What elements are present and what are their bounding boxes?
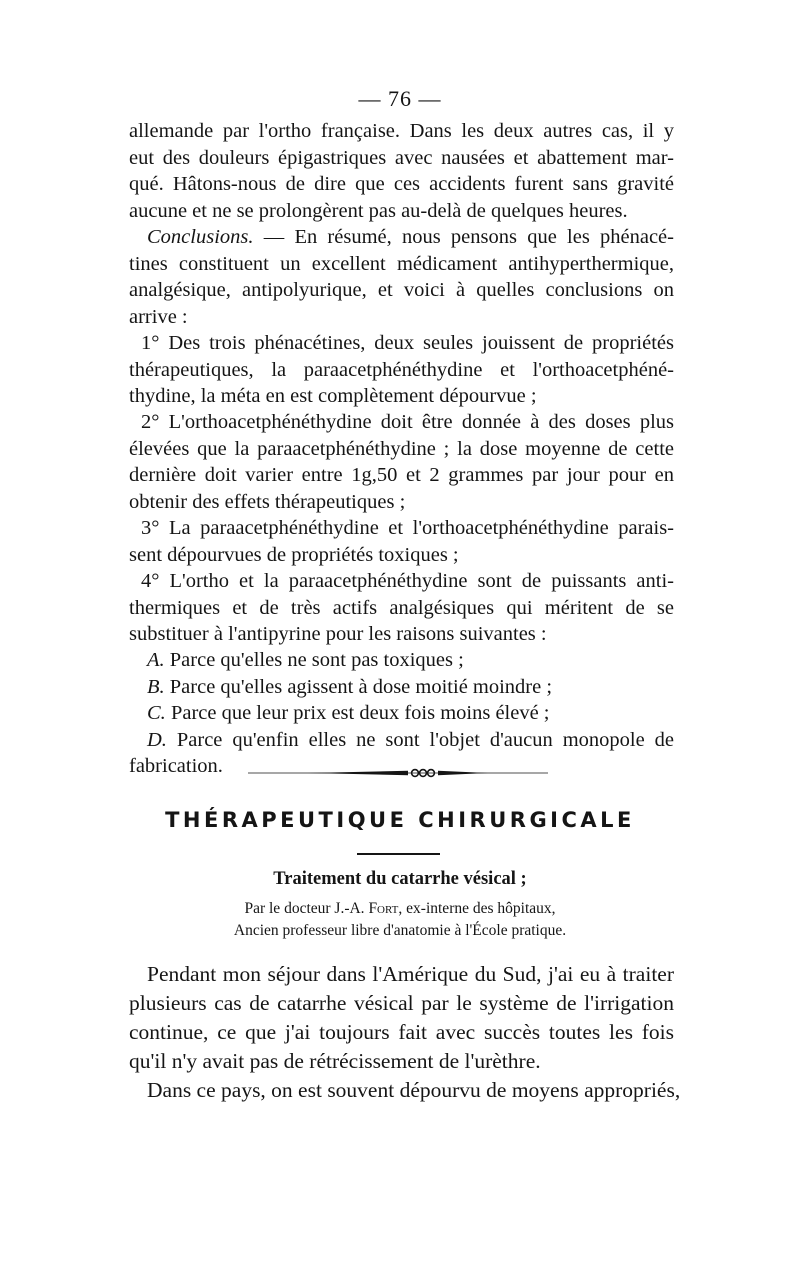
text-line: analgésique, antipolyurique, et voici à quelles conclusions on (129, 279, 674, 301)
reason-d (129, 727, 674, 754)
page-number: — 76 — (358, 86, 442, 111)
reason-text: Parce que leur prix est deux fois moins élevé ; (165, 702, 550, 724)
article-body (129, 960, 681, 1105)
text-line: arrive : (129, 305, 188, 328)
reason-a (129, 647, 674, 674)
reason-b (129, 674, 674, 701)
text-line: 2° L'orthoacetphénéthydine doit être donnée à des doses plus (141, 411, 674, 433)
reason-text: Parce qu'enfin elles ne sont l'objet d'aucun monopole de (166, 728, 674, 751)
text-line: thydine, la méta en est complètement dépourvue ; (129, 385, 537, 407)
text-line: substituer à l'antipyrine pour les raisons suivantes : (129, 623, 547, 645)
text-line: plusieurs cas de catarrhe vésical par le système de l'irrigation (129, 991, 674, 1015)
article-title: Traitement du catarrhe vésical ; (273, 869, 527, 889)
author-byline (0, 900, 800, 918)
reason-text: Parce qu'elles agissent à dose moitié moindre ; (164, 675, 553, 698)
text-line: Pendant mon séjour dans l'Amérique du Sud, j'ai eu à traiter (147, 962, 674, 986)
section-heading: THÉRAPEUTIQUE CHIRURGICALE (165, 808, 635, 832)
reason-letter: B. (147, 675, 165, 698)
reason-c (129, 700, 674, 727)
continuation-paragraph (129, 118, 674, 224)
text-line: allemande par l'ortho française. Dans les deux autres cas, il y (129, 120, 674, 142)
text-line: dernière doit varier entre 1g,50 et 2 grammes par jour pour en (129, 464, 674, 486)
conclusions-text: — En résumé, nous pensons que les phénacé- (253, 226, 674, 248)
text-line: 3° La paraacetphénéthydine et l'orthoacetphénéthydine parais- (141, 517, 674, 539)
text-line: fabrication. (129, 755, 223, 777)
point-3 (129, 515, 674, 568)
byline-suffix: , ex-interne des hôpitaux, (398, 900, 556, 917)
reason-letter: A. (147, 649, 165, 671)
conclusions-label: Conclusions. (147, 226, 254, 248)
byline-prefix: Par le docteur J.-A. (244, 900, 369, 917)
text-line: 1° Des trois phénacétines, deux seules jouissent de propriétés (141, 332, 674, 354)
text-line: thermiques et de très actifs analgésiques qui méritent de se (129, 596, 674, 619)
text-line: qu'il n'y avait pas de rétrécissement de l'urèthre. (129, 1049, 541, 1073)
conclusions-first-line (129, 224, 674, 251)
reason-text: Parce qu'elles ne sont pas toxiques ; (164, 649, 464, 671)
point-2 (129, 409, 674, 515)
text-line: Dans ce pays, on est souvent dépourvu de moyens appropriés, (147, 1078, 681, 1102)
ornamental-rule-icon (248, 768, 548, 778)
point-1 (129, 330, 674, 410)
reason-letter: C. (147, 702, 166, 724)
reason-letter: D. (147, 728, 167, 751)
author-name: Fort (368, 900, 399, 917)
text-line: élevées que la paraacetphénéthydine ; la dose moyenne de cette (129, 437, 674, 460)
text-line: qué. Hâtons-nous de dire que ces accidents furent sans gravité (129, 173, 674, 195)
reasons-list (129, 647, 674, 780)
point-4 (129, 568, 674, 648)
text-line: thérapeutiques, la paraacetphénéthydine et l'orthoacetphéné- (129, 358, 674, 381)
conclusions-paragraph (129, 224, 674, 330)
text-line: aucune et ne se prolongèrent pas au-delà de quelques heures. (129, 199, 628, 222)
text-line: sent dépourvues de propriétés toxiques ; (129, 543, 459, 566)
text-line: obtenir des effets thérapeutiques ; (129, 490, 406, 513)
text-line: eut des douleurs épigastriques avec nausées et abattement mar- (129, 146, 674, 169)
text-line: continue, ce que j'ai toujours fait avec succès toutes les fois (129, 1020, 674, 1044)
author-affiliation: Ancien professeur libre d'anatomie à l'École pratique. (233, 922, 567, 939)
heading-rule (357, 853, 440, 855)
text-line: 4° L'ortho et la paraacetphénéthydine sont de puissants anti- (141, 570, 674, 592)
text-line: tines constituent un excellent médicament antihyperthermique, (129, 252, 674, 275)
